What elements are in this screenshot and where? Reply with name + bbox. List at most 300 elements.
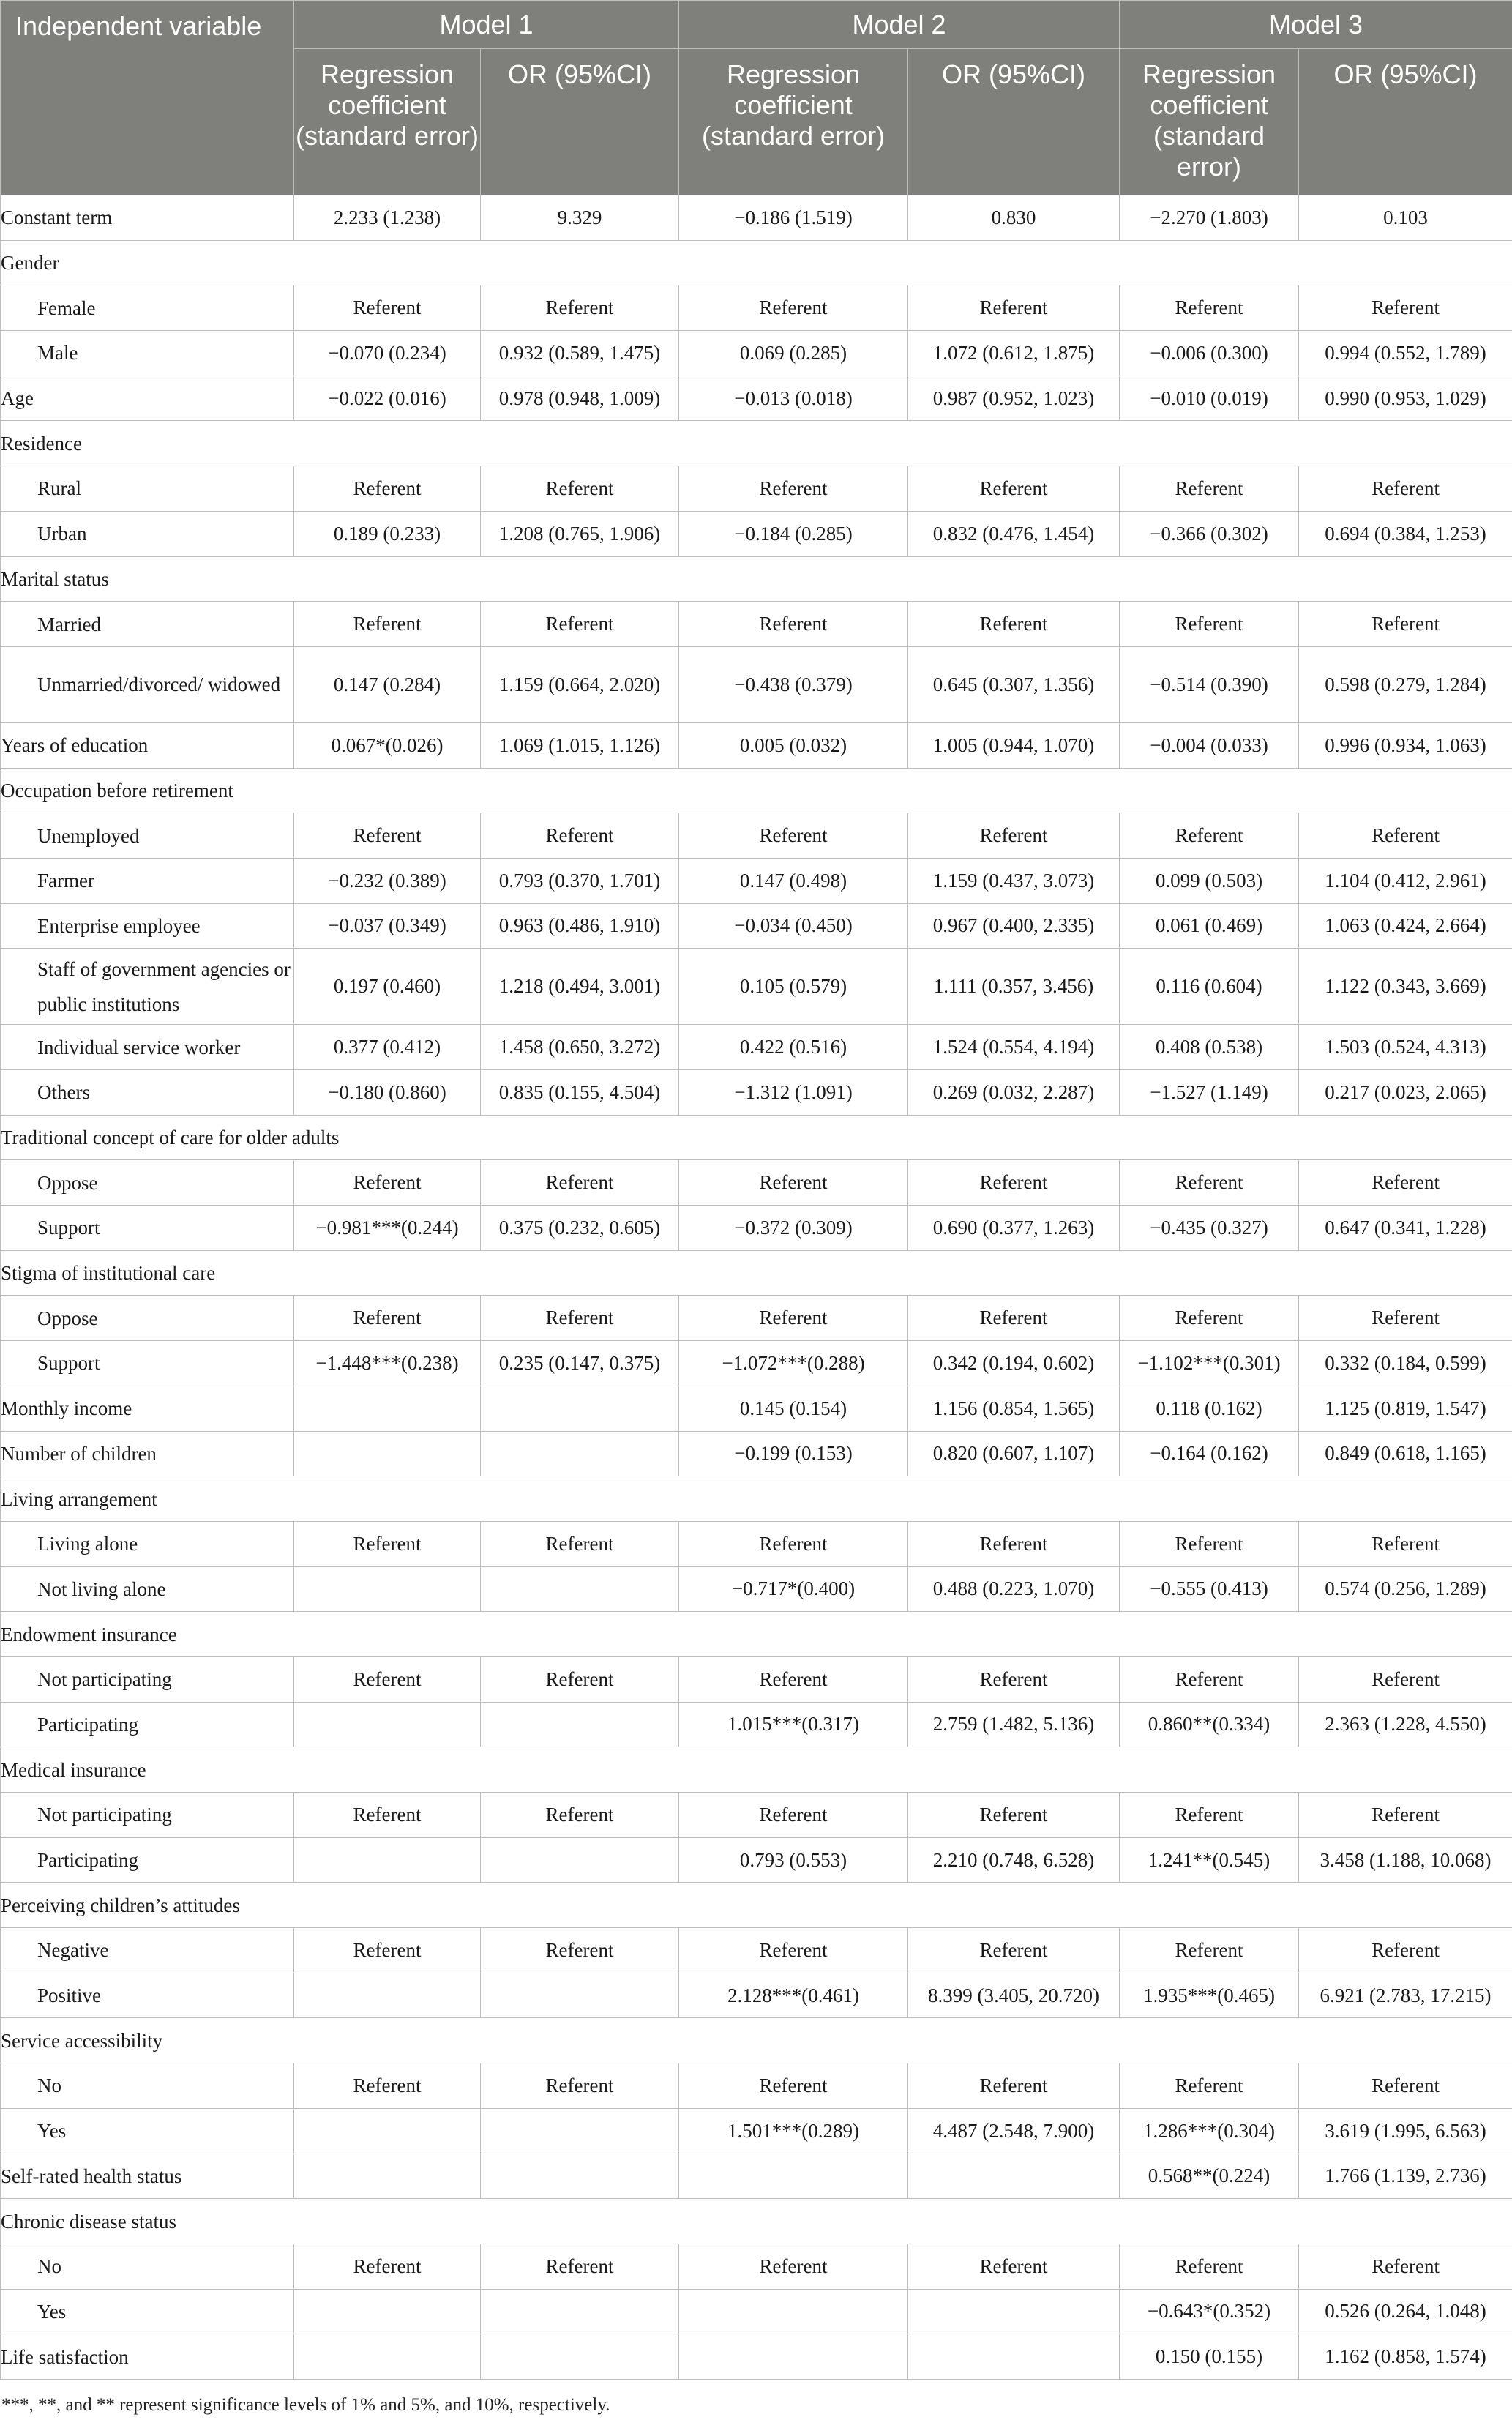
row-label: Urban xyxy=(1,511,294,556)
coef-cell xyxy=(679,2154,908,2199)
or-cell: 1.159 (0.664, 2.020) xyxy=(481,646,679,722)
row-label: Years of education xyxy=(1,722,294,768)
section-row xyxy=(1,1612,1512,1657)
or-cell: Referent xyxy=(1299,1793,1512,1838)
table-row xyxy=(1,1656,1512,1702)
coef-cell: Referent xyxy=(679,1160,908,1206)
or-cell: Referent xyxy=(481,813,679,859)
independent-variable-header: Independent variable xyxy=(1,1,294,195)
table-row xyxy=(1,1702,1512,1747)
or-cell: Referent xyxy=(481,1656,679,1702)
coef-cell: −0.022 (0.016) xyxy=(294,376,481,421)
coef-cell xyxy=(294,2289,481,2334)
coef-cell: 0.099 (0.503) xyxy=(1120,858,1299,903)
coef-cell: Referent xyxy=(1120,813,1299,859)
table-row xyxy=(1,2289,1512,2334)
coef-cell: Referent xyxy=(294,1160,481,1206)
section-label: Endowment insurance xyxy=(1,1612,1512,1657)
coef-cell: Referent xyxy=(1120,1160,1299,1206)
or-cell: 0.598 (0.279, 1.284) xyxy=(1299,646,1512,722)
coef-cell: Referent xyxy=(679,1656,908,1702)
or-cell: 2.759 (1.482, 5.136) xyxy=(908,1702,1120,1747)
or-cell: 0.820 (0.607, 1.107) xyxy=(908,1431,1120,1476)
model-2-header: Model 2 xyxy=(679,1,1120,49)
row-label: Participating xyxy=(1,1837,294,1883)
or-cell: 6.921 (2.783, 17.215) xyxy=(1299,1973,1512,2018)
or-cell xyxy=(481,2334,679,2380)
or-cell xyxy=(481,1386,679,1431)
or-cell: 0.830 xyxy=(908,195,1120,241)
coef-cell: 0.408 (0.538) xyxy=(1120,1025,1299,1070)
or-cell: 2.210 (0.748, 6.528) xyxy=(908,1837,1120,1883)
model-2-or-header: OR (95%CI) xyxy=(908,49,1120,195)
or-cell: Referent xyxy=(908,602,1120,647)
row-label: Age xyxy=(1,376,294,421)
row-label: Not participating xyxy=(1,1793,294,1838)
coef-cell: 0.005 (0.032) xyxy=(679,722,908,768)
table-row xyxy=(1,1928,1512,1973)
row-label: Individual service worker xyxy=(1,1025,294,1070)
section-label: Service accessibility xyxy=(1,2018,1512,2063)
or-cell xyxy=(908,2289,1120,2334)
or-cell: Referent xyxy=(908,1793,1120,1838)
or-cell: Referent xyxy=(1299,1296,1512,1341)
row-label: Staff of government agencies or public institutions xyxy=(1,949,294,1025)
coef-cell: 2.233 (1.238) xyxy=(294,195,481,241)
row-label: Not living alone xyxy=(1,1566,294,1612)
coef-cell: 0.061 (0.469) xyxy=(1120,903,1299,949)
table-row xyxy=(1,949,1512,1025)
or-cell: 0.849 (0.618, 1.165) xyxy=(1299,1431,1512,1476)
coef-cell: 1.501***(0.289) xyxy=(679,2108,908,2154)
coef-cell: 0.793 (0.553) xyxy=(679,1837,908,1883)
coef-cell: 0.197 (0.460) xyxy=(294,949,481,1025)
coef-cell: Referent xyxy=(294,1656,481,1702)
table-row xyxy=(1,903,1512,949)
row-label: Rural xyxy=(1,466,294,512)
model-3-header: Model 3 xyxy=(1120,1,1512,49)
table-row xyxy=(1,376,1512,421)
or-cell xyxy=(481,2108,679,2154)
or-cell: 0.574 (0.256, 1.289) xyxy=(1299,1566,1512,1612)
table-row xyxy=(1,1521,1512,1566)
or-cell: 0.835 (0.155, 4.504) xyxy=(481,1070,679,1116)
coef-cell: −0.013 (0.018) xyxy=(679,376,908,421)
or-cell: 1.524 (0.554, 4.194) xyxy=(908,1025,1120,1070)
or-cell xyxy=(481,1837,679,1883)
row-label: Constant term xyxy=(1,195,294,241)
row-label: Male xyxy=(1,331,294,376)
or-cell: 1.104 (0.412, 2.961) xyxy=(1299,858,1512,903)
or-cell: Referent xyxy=(908,813,1120,859)
section-row xyxy=(1,1476,1512,1522)
row-label: Married xyxy=(1,602,294,647)
row-label: Self-rated health status xyxy=(1,2154,294,2199)
coef-cell: 0.150 (0.155) xyxy=(1120,2334,1299,2380)
or-cell: 1.125 (0.819, 1.547) xyxy=(1299,1386,1512,1431)
or-cell: 0.932 (0.589, 1.475) xyxy=(481,331,679,376)
model-1-coef-header: Regression coefficient (standard error) xyxy=(294,49,481,195)
or-cell xyxy=(481,1431,679,1476)
or-cell: 0.690 (0.377, 1.263) xyxy=(908,1206,1120,1251)
coef-cell: 1.015***(0.317) xyxy=(679,1702,908,1747)
coef-cell xyxy=(294,1386,481,1431)
or-cell: Referent xyxy=(908,1928,1120,1973)
or-cell: 9.329 xyxy=(481,195,679,241)
coef-cell: 2.128***(0.461) xyxy=(679,1973,908,2018)
coef-cell: 0.860**(0.334) xyxy=(1120,1702,1299,1747)
or-cell: 1.218 (0.494, 3.001) xyxy=(481,949,679,1025)
table-row xyxy=(1,1566,1512,1612)
coef-cell: Referent xyxy=(294,2063,481,2109)
model-2-coef-header: Regression coefficient (standard error) xyxy=(679,49,908,195)
coef-cell: Referent xyxy=(679,602,908,647)
or-cell: 0.103 xyxy=(1299,195,1512,241)
table-row xyxy=(1,2334,1512,2380)
coef-cell: −0.514 (0.390) xyxy=(1120,646,1299,722)
model-3-coef-header: Regression coefficient (standard error) xyxy=(1120,49,1299,195)
or-cell: Referent xyxy=(908,285,1120,331)
or-cell xyxy=(481,2289,679,2334)
coef-cell: −0.186 (1.519) xyxy=(679,195,908,241)
or-cell: Referent xyxy=(481,1160,679,1206)
or-cell xyxy=(481,2154,679,2199)
table-row xyxy=(1,1973,1512,2018)
coef-cell xyxy=(294,2154,481,2199)
coef-cell: Referent xyxy=(1120,1656,1299,1702)
table-row xyxy=(1,1431,1512,1476)
or-cell: 1.766 (1.139, 2.736) xyxy=(1299,2154,1512,2199)
coef-cell: −0.366 (0.302) xyxy=(1120,511,1299,556)
coef-cell: −0.184 (0.285) xyxy=(679,511,908,556)
or-cell: 1.111 (0.357, 3.456) xyxy=(908,949,1120,1025)
or-cell: Referent xyxy=(481,1296,679,1341)
table-row xyxy=(1,1070,1512,1116)
table-footnote: ***, **, and ** represent significance levels of 1% and 5%, and 10%, respectively. xyxy=(1,2395,610,2415)
or-cell: Referent xyxy=(908,1656,1120,1702)
coef-cell: Referent xyxy=(1120,2244,1299,2289)
coef-cell: Referent xyxy=(1120,602,1299,647)
coef-cell: Referent xyxy=(294,285,481,331)
row-label: Life satisfaction xyxy=(1,2334,294,2380)
section-row xyxy=(1,240,1512,285)
model-1-or-header: OR (95%CI) xyxy=(481,49,679,195)
coef-cell: 0.067*(0.026) xyxy=(294,722,481,768)
coef-cell: −0.438 (0.379) xyxy=(679,646,908,722)
section-label: Living arrangement xyxy=(1,1476,1512,1522)
coef-cell: −0.006 (0.300) xyxy=(1120,331,1299,376)
section-row xyxy=(1,1747,1512,1793)
or-cell: 1.159 (0.437, 3.073) xyxy=(908,858,1120,903)
coef-cell: 0.568**(0.224) xyxy=(1120,2154,1299,2199)
coef-cell: Referent xyxy=(679,1793,908,1838)
or-cell: Referent xyxy=(481,285,679,331)
coef-cell: Referent xyxy=(679,285,908,331)
table-row xyxy=(1,722,1512,768)
or-cell: Referent xyxy=(481,466,679,512)
coef-cell: Referent xyxy=(1120,1928,1299,1973)
coef-cell: 0.189 (0.233) xyxy=(294,511,481,556)
table-body xyxy=(1,195,1512,2380)
table-row xyxy=(1,602,1512,647)
section-row xyxy=(1,2018,1512,2063)
coef-cell: 0.147 (0.284) xyxy=(294,646,481,722)
or-cell: 0.967 (0.400, 2.335) xyxy=(908,903,1120,949)
or-cell: Referent xyxy=(908,2244,1120,2289)
or-cell: Referent xyxy=(1299,466,1512,512)
or-cell: Referent xyxy=(1299,1928,1512,1973)
or-cell: Referent xyxy=(908,1521,1120,1566)
table-row xyxy=(1,511,1512,556)
coef-cell: 1.935***(0.465) xyxy=(1120,1973,1299,2018)
coef-cell: −0.717*(0.400) xyxy=(679,1566,908,1612)
coef-cell: Referent xyxy=(679,1521,908,1566)
or-cell: 0.987 (0.952, 1.023) xyxy=(908,376,1120,421)
row-label: Monthly income xyxy=(1,1386,294,1431)
coef-cell: 0.116 (0.604) xyxy=(1120,949,1299,1025)
or-cell: 0.269 (0.032, 2.287) xyxy=(908,1070,1120,1116)
or-cell: 0.996 (0.934, 1.063) xyxy=(1299,722,1512,768)
row-label: Positive xyxy=(1,1973,294,2018)
or-cell: Referent xyxy=(481,2063,679,2109)
or-cell: 3.458 (1.188, 10.068) xyxy=(1299,1837,1512,1883)
row-label: Negative xyxy=(1,1928,294,1973)
row-label: Enterprise employee xyxy=(1,903,294,949)
row-label: Oppose xyxy=(1,1296,294,1341)
or-cell: Referent xyxy=(481,602,679,647)
table-row xyxy=(1,1386,1512,1431)
section-label: Occupation before retirement xyxy=(1,768,1512,813)
or-cell: 0.694 (0.384, 1.253) xyxy=(1299,511,1512,556)
or-cell: 8.399 (3.405, 20.720) xyxy=(908,1973,1120,2018)
coef-cell: Referent xyxy=(679,2244,908,2289)
or-cell: 1.458 (0.650, 3.272) xyxy=(481,1025,679,1070)
table-row xyxy=(1,2063,1512,2109)
or-cell: 1.503 (0.524, 4.313) xyxy=(1299,1025,1512,1070)
table-row xyxy=(1,1025,1512,1070)
table-row xyxy=(1,285,1512,331)
section-row xyxy=(1,556,1512,602)
coef-cell: −1.448***(0.238) xyxy=(294,1341,481,1386)
coef-cell: 1.286***(0.304) xyxy=(1120,2108,1299,2154)
row-label: Support xyxy=(1,1341,294,1386)
coef-cell: −0.372 (0.309) xyxy=(679,1206,908,1251)
row-label: Female xyxy=(1,285,294,331)
coef-cell: 0.377 (0.412) xyxy=(294,1025,481,1070)
coef-cell xyxy=(679,2289,908,2334)
coef-cell: −0.004 (0.033) xyxy=(1120,722,1299,768)
coef-cell: −0.232 (0.389) xyxy=(294,858,481,903)
row-label: Others xyxy=(1,1070,294,1116)
coef-cell: −0.555 (0.413) xyxy=(1120,1566,1299,1612)
coef-cell: 0.422 (0.516) xyxy=(679,1025,908,1070)
table-row xyxy=(1,2108,1512,2154)
section-row xyxy=(1,1115,1512,1160)
table-row xyxy=(1,1296,1512,1341)
or-cell: Referent xyxy=(1299,602,1512,647)
coef-cell: 0.147 (0.498) xyxy=(679,858,908,903)
coef-cell: Referent xyxy=(294,1521,481,1566)
row-label: No xyxy=(1,2244,294,2289)
coef-cell: −2.270 (1.803) xyxy=(1120,195,1299,241)
or-cell: Referent xyxy=(481,2244,679,2289)
coef-cell: −1.072***(0.288) xyxy=(679,1341,908,1386)
or-cell xyxy=(481,1973,679,2018)
section-row xyxy=(1,1250,1512,1296)
coef-cell: Referent xyxy=(679,1928,908,1973)
or-cell: Referent xyxy=(1299,2063,1512,2109)
coef-cell: Referent xyxy=(679,466,908,512)
coef-cell: Referent xyxy=(294,1793,481,1838)
model-1-header: Model 1 xyxy=(294,1,679,49)
coef-cell: −0.164 (0.162) xyxy=(1120,1431,1299,1476)
coef-cell xyxy=(294,1431,481,1476)
or-cell xyxy=(908,2334,1120,2380)
row-label: Support xyxy=(1,1206,294,1251)
table-row xyxy=(1,646,1512,722)
coef-cell: −0.037 (0.349) xyxy=(294,903,481,949)
coef-cell: Referent xyxy=(1120,1296,1299,1341)
or-cell: 2.363 (1.228, 4.550) xyxy=(1299,1702,1512,1747)
coef-cell xyxy=(294,2334,481,2380)
coef-cell: Referent xyxy=(1120,1793,1299,1838)
or-cell: 1.208 (0.765, 1.906) xyxy=(481,511,679,556)
coef-cell: −0.070 (0.234) xyxy=(294,331,481,376)
or-cell: 0.526 (0.264, 1.048) xyxy=(1299,2289,1512,2334)
coef-cell: −1.312 (1.091) xyxy=(679,1070,908,1116)
row-label: Oppose xyxy=(1,1160,294,1206)
row-label: Unmarried/divorced/ widowed xyxy=(1,646,294,722)
coef-cell: Referent xyxy=(294,466,481,512)
coef-cell: −0.981***(0.244) xyxy=(294,1206,481,1251)
or-cell: 1.069 (1.015, 1.126) xyxy=(481,722,679,768)
section-label: Marital status xyxy=(1,556,1512,602)
or-cell: 1.156 (0.854, 1.565) xyxy=(908,1386,1120,1431)
coef-cell: −0.180 (0.860) xyxy=(294,1070,481,1116)
or-cell: Referent xyxy=(481,1793,679,1838)
or-cell xyxy=(908,2154,1120,2199)
table-row xyxy=(1,858,1512,903)
table-header xyxy=(1,1,1512,195)
or-cell: 0.235 (0.147, 0.375) xyxy=(481,1341,679,1386)
table-row xyxy=(1,466,1512,512)
coef-cell: Referent xyxy=(679,2063,908,2109)
section-row xyxy=(1,768,1512,813)
or-cell: Referent xyxy=(1299,2244,1512,2289)
table-row xyxy=(1,2244,1512,2289)
coef-cell: −0.199 (0.153) xyxy=(679,1431,908,1476)
or-cell: 0.978 (0.948, 1.009) xyxy=(481,376,679,421)
coef-cell: Referent xyxy=(679,813,908,859)
table-row xyxy=(1,331,1512,376)
or-cell: Referent xyxy=(1299,285,1512,331)
row-label: Number of children xyxy=(1,1431,294,1476)
or-cell: 0.342 (0.194, 0.602) xyxy=(908,1341,1120,1386)
coef-cell: −0.034 (0.450) xyxy=(679,903,908,949)
row-label: Not participating xyxy=(1,1656,294,1702)
or-cell: Referent xyxy=(908,466,1120,512)
or-cell: Referent xyxy=(1299,813,1512,859)
table-row xyxy=(1,195,1512,241)
or-cell: 0.994 (0.552, 1.789) xyxy=(1299,331,1512,376)
or-cell: 3.619 (1.995, 6.563) xyxy=(1299,2108,1512,2154)
or-cell: Referent xyxy=(908,1160,1120,1206)
coef-cell: Referent xyxy=(1120,1521,1299,1566)
or-cell: 0.990 (0.953, 1.029) xyxy=(1299,376,1512,421)
coef-cell: Referent xyxy=(294,1928,481,1973)
coef-cell: −1.102***(0.301) xyxy=(1120,1341,1299,1386)
or-cell: Referent xyxy=(481,1928,679,1973)
row-label: Unemployed xyxy=(1,813,294,859)
or-cell: 1.072 (0.612, 1.875) xyxy=(908,331,1120,376)
section-row xyxy=(1,421,1512,466)
coef-cell: Referent xyxy=(294,1296,481,1341)
or-cell: Referent xyxy=(1299,1160,1512,1206)
section-label: Perceiving children’s attitudes xyxy=(1,1883,1512,1928)
table-row xyxy=(1,2154,1512,2199)
or-cell: 4.487 (2.548, 7.900) xyxy=(908,2108,1120,2154)
coef-cell: Referent xyxy=(1120,2063,1299,2109)
or-cell: 0.793 (0.370, 1.701) xyxy=(481,858,679,903)
or-cell: 0.832 (0.476, 1.454) xyxy=(908,511,1120,556)
model-3-or-header: OR (95%CI) xyxy=(1299,49,1512,195)
coef-cell xyxy=(294,2108,481,2154)
section-row xyxy=(1,2199,1512,2244)
or-cell: 0.217 (0.023, 2.065) xyxy=(1299,1070,1512,1116)
or-cell: 1.063 (0.424, 2.664) xyxy=(1299,903,1512,949)
row-label: Farmer xyxy=(1,858,294,903)
row-label: Yes xyxy=(1,2108,294,2154)
or-cell: 0.645 (0.307, 1.356) xyxy=(908,646,1120,722)
or-cell xyxy=(481,1566,679,1612)
coef-cell: 0.118 (0.162) xyxy=(1120,1386,1299,1431)
section-label: Stigma of institutional care xyxy=(1,1250,1512,1296)
or-cell: Referent xyxy=(908,1296,1120,1341)
table-row xyxy=(1,1206,1512,1251)
or-cell: 1.122 (0.343, 3.669) xyxy=(1299,949,1512,1025)
coef-cell xyxy=(679,2334,908,2380)
coef-cell: −0.435 (0.327) xyxy=(1120,1206,1299,1251)
coef-cell: Referent xyxy=(1120,285,1299,331)
or-cell: Referent xyxy=(1299,1521,1512,1566)
table-row xyxy=(1,1160,1512,1206)
coef-cell: −1.527 (1.149) xyxy=(1120,1070,1299,1116)
coef-cell: Referent xyxy=(294,602,481,647)
or-cell: 0.647 (0.341, 1.228) xyxy=(1299,1206,1512,1251)
row-label: Living alone xyxy=(1,1521,294,1566)
section-row xyxy=(1,1883,1512,1928)
row-label: No xyxy=(1,2063,294,2109)
or-cell: Referent xyxy=(1299,1656,1512,1702)
coef-cell: Referent xyxy=(294,2244,481,2289)
coef-cell: Referent xyxy=(294,813,481,859)
section-label: Chronic disease status xyxy=(1,2199,1512,2244)
row-label: Participating xyxy=(1,1702,294,1747)
table-row xyxy=(1,813,1512,859)
coef-cell: 0.145 (0.154) xyxy=(679,1386,908,1431)
row-label: Yes xyxy=(1,2289,294,2334)
or-cell: 0.375 (0.232, 0.605) xyxy=(481,1206,679,1251)
coef-cell xyxy=(294,1566,481,1612)
table-row xyxy=(1,1341,1512,1386)
or-cell: 1.005 (0.944, 1.070) xyxy=(908,722,1120,768)
section-label: Gender xyxy=(1,240,1512,285)
coef-cell: −0.010 (0.019) xyxy=(1120,376,1299,421)
section-label: Medical insurance xyxy=(1,1747,1512,1793)
coef-cell: Referent xyxy=(1120,466,1299,512)
or-cell: Referent xyxy=(908,2063,1120,2109)
table-row xyxy=(1,1793,1512,1838)
